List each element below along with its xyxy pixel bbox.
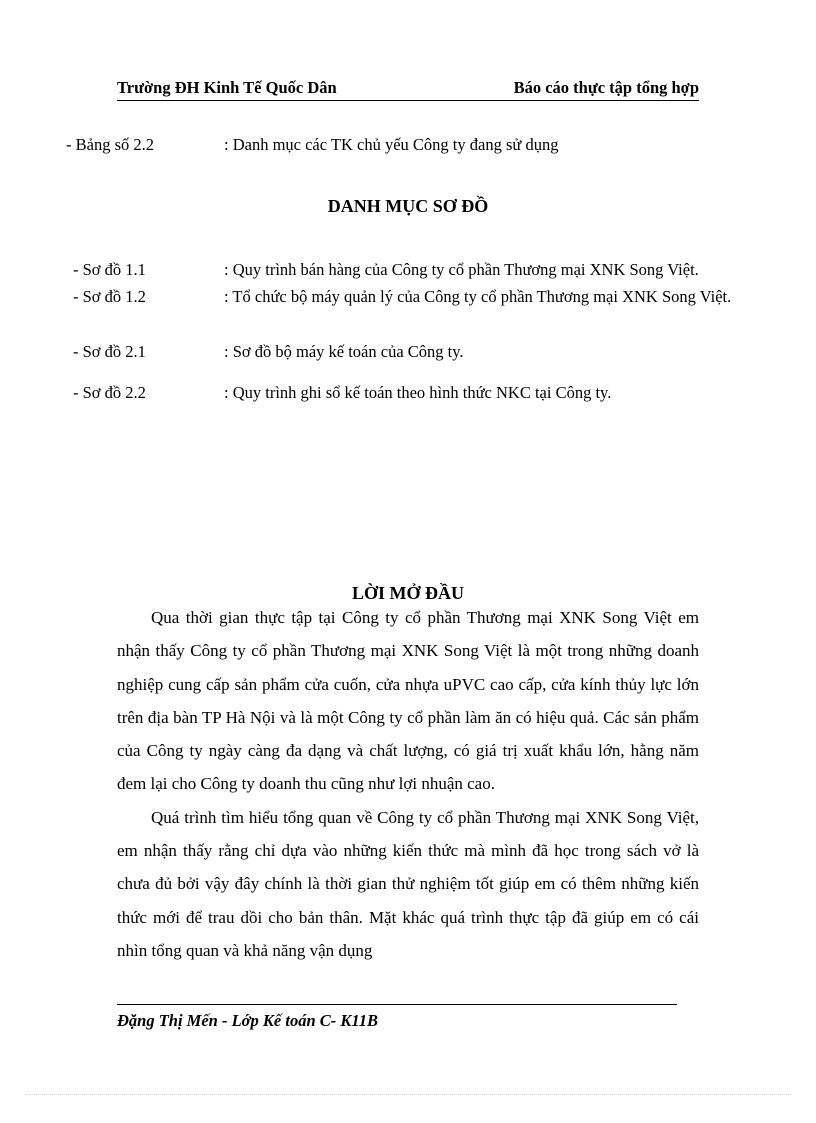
header-report-title: Báo cáo thực tập tổng hợp — [513, 78, 699, 97]
diagram-desc: : Tổ chức bộ máy quản lý của Công ty cổ phần Thương mại XNK Song Việt. — [224, 287, 732, 306]
intro-body — [117, 601, 699, 967]
intro-paragraph: Quá trình tìm hiểu tổng quan về Công ty cổ phần Thương mại XNK Song Việt, em nhận thấy rằng chỉ dựa vào những kiến thức mà mình đã học trong sách vở là chưa đủ bởi vậy đây chính là thời gian thử nghiệm tốt giúp em có thêm những kiến thức mới để trau dồi cho bản thân. Mặt khác quá trình thực tập đã giúp em có cái nhìn tổng quan và khả năng vận dụng — [117, 807, 699, 960]
intro-paragraph: Qua thời gian thực tập tại Công ty cổ phần Thương mại XNK Song Việt em nhận thấy Công ty cổ phần Thương mại XNK Song Việt là một trong những doanh nghiệp cung cấp sản phẩm cửa cuốn, cửa nhựa uPVC cao cấp, cửa kính thủy lực lớn trên địa bàn TP Hà Nội và là một Công ty cổ phần làm ăn có hiệu quả. Các sản phẩm của Công ty ngày càng đa dạng và chất lượng, có giá trị xuất khẩu lớn, hằng năm đem lại cho Công ty doanh thu cũng như lợi nhuận cao. — [117, 608, 699, 794]
diagram-section-title: DANH MỤC SƠ ĐỒ — [327, 196, 489, 216]
diagram-desc: : Sơ đồ bộ máy kế toán của Công ty. — [224, 342, 464, 361]
diagram-code: - Sơ đồ 1.1 — [73, 260, 146, 279]
intro-title: LỜI MỞ ĐẦU — [352, 583, 464, 603]
diagram-desc: : Quy trình ghi sổ kế toán theo hình thức NKC tại Công ty. — [224, 383, 612, 402]
footer-author: Đặng Thị Mến - Lớp Kế toán C- K11B — [117, 1011, 378, 1030]
page-header — [117, 76, 699, 101]
diagram-code: - Sơ đồ 1.2 — [73, 287, 146, 306]
footer-divider — [117, 1004, 677, 1005]
header-university: Trường ĐH Kinh Tế Quốc Dân — [117, 78, 337, 97]
table-code: - Bảng số 2.2 — [66, 135, 154, 154]
diagram-code: - Sơ đồ 2.1 — [73, 342, 146, 361]
diagram-desc: : Quy trình bán hàng của Công ty cổ phần Thương mại XNK Song Việt. — [224, 260, 699, 279]
page-bottom-dotted-line — [25, 1094, 791, 1095]
diagram-code: - Sơ đồ 2.2 — [73, 383, 146, 402]
table-desc: : Danh mục các TK chủ yếu Công ty đang sử dụng — [224, 135, 559, 154]
